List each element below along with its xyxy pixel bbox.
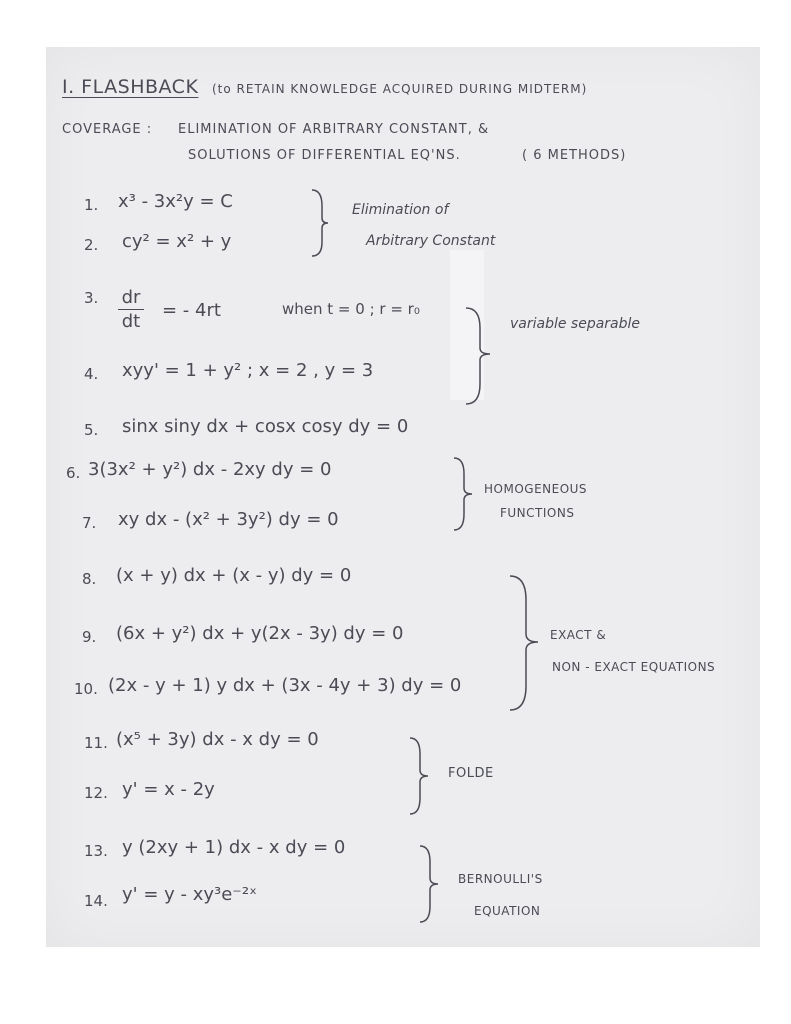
- group-label-elimination: Elimination of: [352, 202, 449, 218]
- coverage-line-2: SOLUTIONS OF DIFFERENTIAL EQ'NS.: [188, 148, 461, 163]
- item-number: 9.: [82, 628, 97, 646]
- group-brace: [408, 736, 432, 816]
- item-number: 2.: [84, 236, 99, 254]
- equation: 3(3x² + y²) dx - 2xy dy = 0: [88, 459, 332, 480]
- item-number: 6.: [66, 464, 81, 482]
- group-label-exact: NON - EXACT EQUATIONS: [552, 660, 716, 674]
- item-number: 7.: [82, 514, 97, 532]
- equation: xyy' = 1 + y² ; x = 2 , y = 3: [122, 360, 374, 381]
- item-number: 1.: [84, 196, 99, 214]
- item-number: 13.: [84, 842, 108, 860]
- item-number: 3.: [84, 289, 99, 307]
- equation: x³ - 3x²y = C: [118, 191, 233, 212]
- equation: = - 4rt: [162, 300, 221, 321]
- equation: (x + y) dx + (x - y) dy = 0: [116, 565, 352, 586]
- equation: y' = x - 2y: [122, 779, 215, 800]
- paper-sheet: [46, 47, 760, 947]
- item-number: 8.: [82, 570, 97, 588]
- methods-count: ( 6 METHODS): [522, 148, 627, 163]
- equation: y (2xy + 1) dx - x dy = 0: [122, 837, 346, 858]
- equation: (x⁵ + 3y) dx - x dy = 0: [116, 729, 319, 750]
- group-brace: [464, 306, 494, 406]
- coverage-line-1: ELIMINATION OF ARBITRARY CONSTANT, &: [178, 122, 490, 137]
- item-number: 4.: [84, 365, 99, 383]
- group-label-elimination: Arbitrary Constant: [366, 233, 496, 249]
- page-title: I. FLASHBACK: [62, 76, 199, 98]
- fraction-denominator: dt: [121, 311, 141, 332]
- group-brace: [508, 574, 542, 714]
- fraction: [118, 287, 144, 332]
- item-number: 14.: [84, 892, 108, 910]
- equation: xy dx - (x² + 3y²) dy = 0: [118, 509, 339, 530]
- group-label-homogeneous: HOMOGENEOUS: [484, 482, 588, 496]
- coverage-label: COVERAGE :: [62, 122, 153, 137]
- group-label-homogeneous: FUNCTIONS: [500, 506, 575, 520]
- group-label-bernoulli: EQUATION: [474, 904, 541, 918]
- item-number: 10.: [74, 680, 98, 698]
- fraction-numerator: dr: [121, 287, 141, 308]
- equation: (6x + y²) dx + y(2x - 3y) dy = 0: [116, 623, 404, 644]
- item-number: 5.: [84, 421, 99, 439]
- group-brace: [452, 456, 476, 532]
- equation: cy² = x² + y: [122, 231, 232, 252]
- item-number: 12.: [84, 784, 108, 802]
- group-label-separable: variable separable: [510, 316, 641, 332]
- equation: sinx siny dx + cosx cosy dy = 0: [122, 416, 409, 437]
- equation: y' = y - xy³e⁻²ˣ: [122, 884, 258, 905]
- group-label-folde: FOLDE: [448, 766, 494, 781]
- group-label-bernoulli: BERNOULLI'S: [458, 872, 543, 886]
- group-brace: [418, 844, 442, 924]
- equation: (2x - y + 1) y dx + (3x - 4y + 3) dy = 0: [108, 675, 462, 696]
- initial-condition: when t = 0 ; r = r₀: [282, 300, 420, 318]
- group-label-exact: EXACT &: [550, 628, 607, 642]
- group-brace: [310, 188, 332, 258]
- page-subtitle: (to RETAIN KNOWLEDGE ACQUIRED DURING MIDTERM): [212, 82, 588, 96]
- item-number: 11.: [84, 734, 108, 752]
